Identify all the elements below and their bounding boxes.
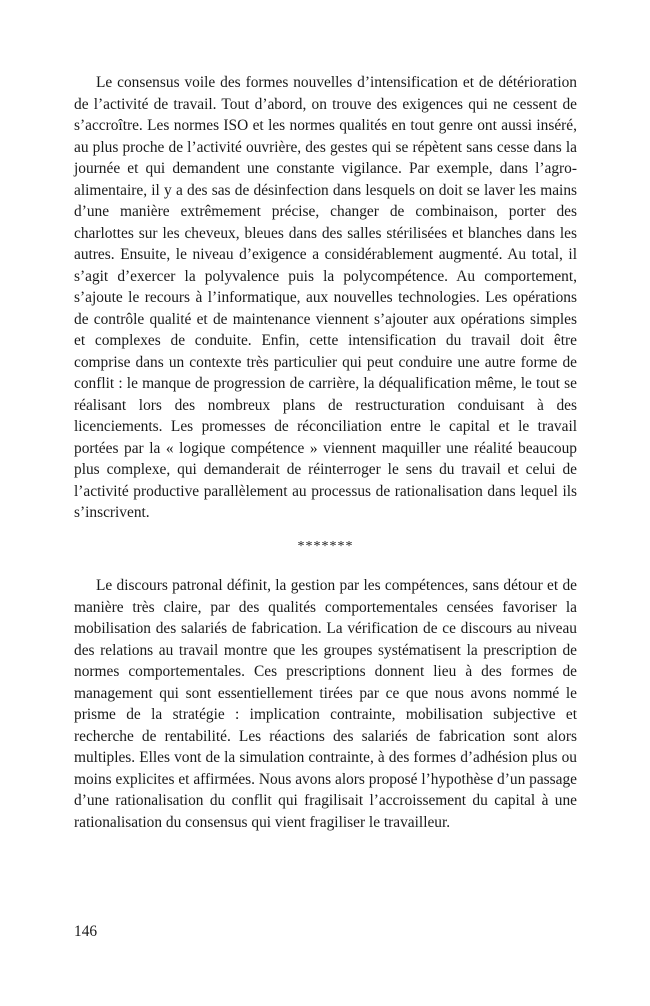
section-separator: *******	[297, 538, 354, 554]
page-number: 146	[74, 923, 98, 940]
paragraph-1: Le consensus voile des formes nouvelles d’intensification et de détérioration de l’activité de travail. Tout d’abord, on trouve des exigences qui ne cessent de s’accroître. Les normes ISO et les normes qualités en tout genre ont aussi inséré, au plus proche de l’activité ouvrière, des gestes qui se répètent sans cesse dans la journée et qui demandent une constante vigilance. Par exemple, dans l’agro-alimentaire, il y a des sas de désinfection dans lesquels on doit se laver les mains d’une manière extrêmement précise, changer de combinaison, porter des charlottes sur les cheveux, bleues dans des salles stérilisées et blanches dans les autres. Ensuite, le niveau d’exigence a considérablement augmenté. Au total, il s’agit d’exercer la polyvalence puis la polycompétence. Au comportement, s’ajoute le recours à l’informatique, aux nouvelles technologies. Les opérations de contrôle qualité et de maintenance viennent s’ajouter aux opérations simples et complexes de conduite. Enfin, cette intensification du travail doit être comprise dans un contexte très particulier qui peut conduire une autre forme de conflit : le manque de progression de carrière, la déqualification même, le tout se réalisant lors des nombreux plans de restructuration conduisant à des licenciements. Les promesses de réconciliation entre le capital et le travail portées par la « logique compétence » viennent maquiller une réalité beaucoup plus complexe, qui demanderait de réinterroger le sens du travail et celui de l’activité productive parallèlement au processus de rationalisation dans lequel ils s’inscrivent.	[74, 74, 577, 521]
page-body	[74, 72, 577, 833]
paragraph-2: Le discours patronal définit, la gestion par les compétences, sans détour et de manière très claire, par des qualités comportementales censées favoriser la mobilisation des salariés de fabrication. La vérification de ce discours au niveau des relations au travail montre que les groupes systématisent la prescription de normes comportementales. Ces prescriptions donnent lieu à des formes de management qui sont essentiellement tirées par ce que nous avons nommé le prisme de la stratégie : implication contrainte, mobilisation subjective et recherche de rentabilité. Les réactions des salariés de fabrication sont alors multiples. Elles vont de la simulation contrainte, à des formes d’adhésion plus ou moins explicites et affirmées. Nous avons alors proposé l’hypothèse d’un passage d’une rationalisation du conflit qui fragilisait l’accroissement du capital à une rationalisation du consensus qui vient fragiliser le travailleur.	[74, 577, 577, 831]
